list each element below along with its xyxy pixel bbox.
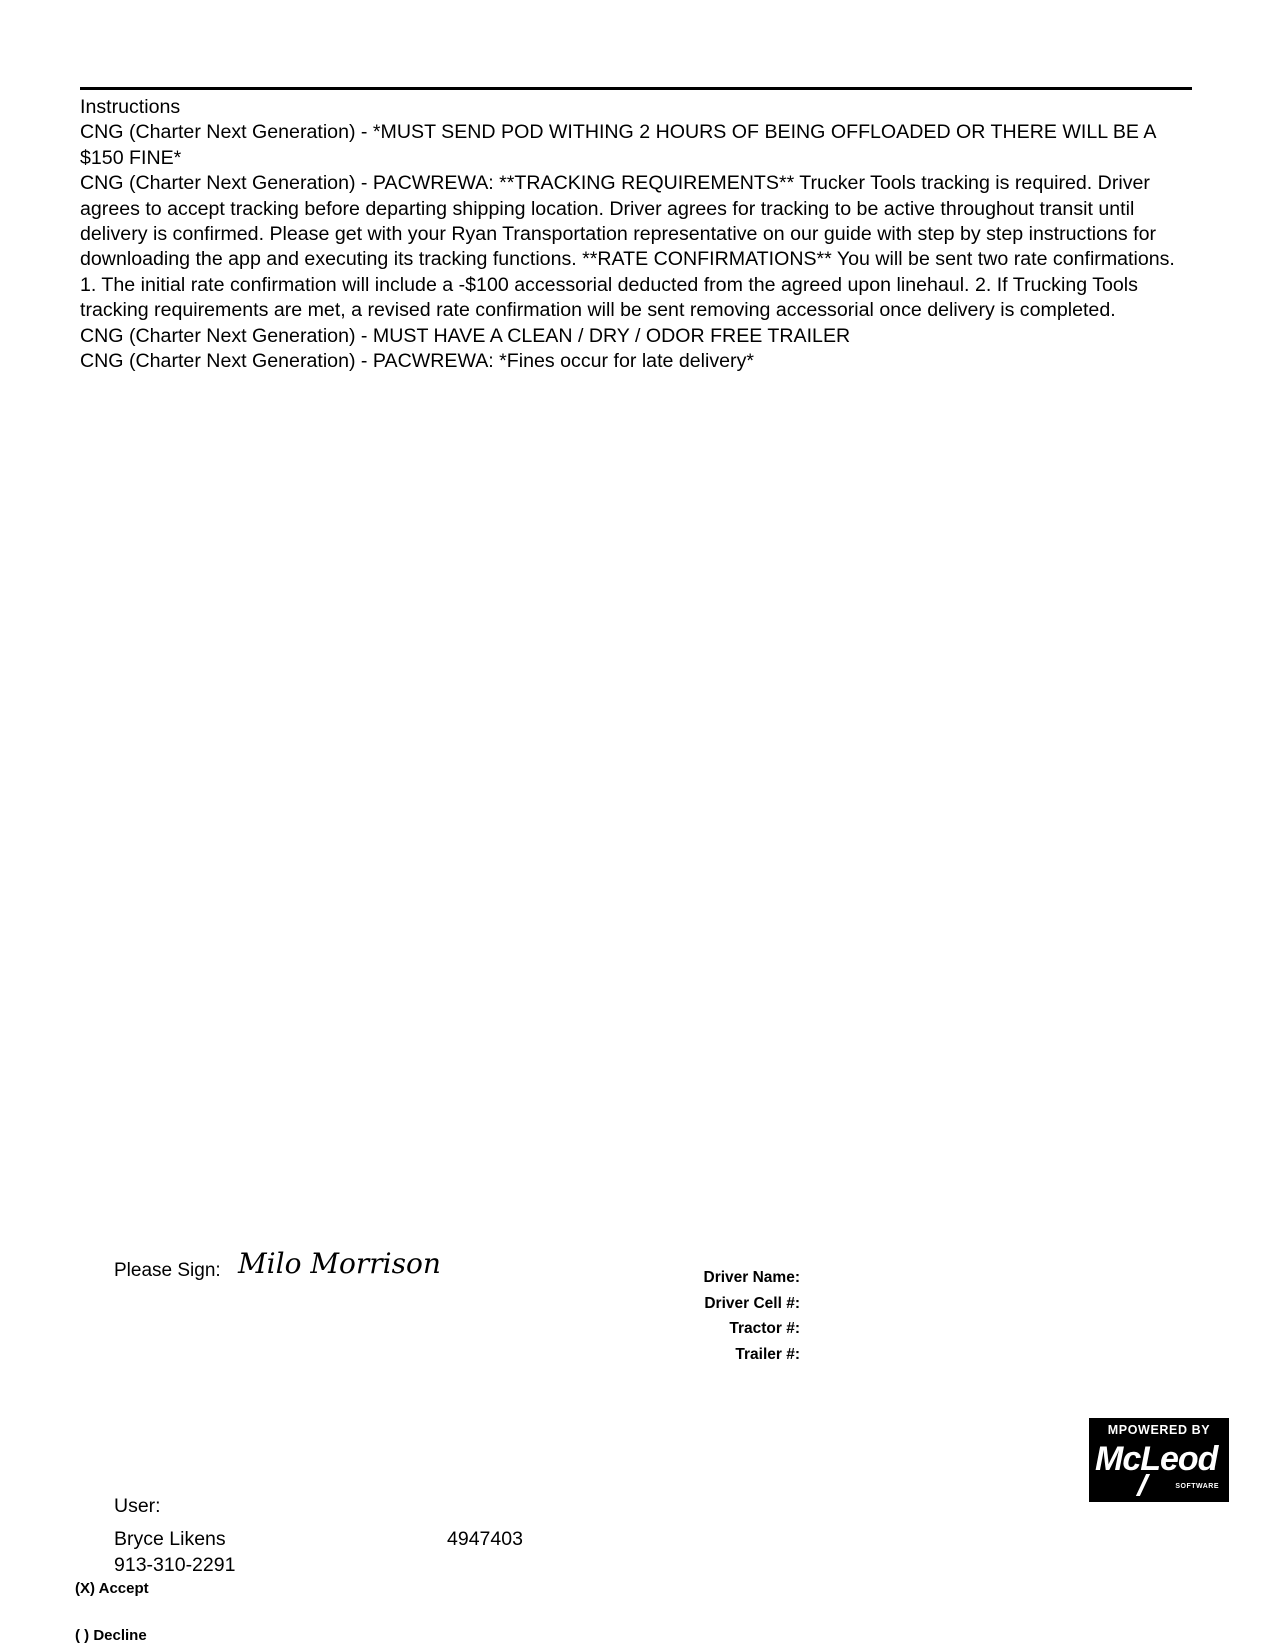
tractor-label: Tractor #: — [729, 1320, 800, 1337]
user-label: User: — [114, 1495, 161, 1517]
driver-fields — [640, 1265, 800, 1367]
instructions-block — [80, 95, 1195, 374]
user-name: Bryce Likens — [114, 1528, 226, 1550]
instruction-line: CNG (Charter Next Generation) - *MUST SEND POD WITHING 2 HOURS OF BEING OFFLOADED OR THERE WILL BE A $150 FINE* — [80, 121, 1156, 169]
instruction-line: CNG (Charter Next Generation) - MUST HAVE A CLEAN / DRY / ODOR FREE TRAILER — [80, 324, 851, 347]
instruction-line: CNG (Charter Next Generation) - PACWREWA: **TRACKING REQUIREMENTS** Trucker Tools tracking is required. Driver agrees to accept tracking before departing shipping location. Driver agrees for tracking to be active throughout transit until delivery is confirmed. Please get with your Ryan Transportation representative on our guide with step by step instructions for downloading the app and executing its tracking functions. **RATE CONFIRMATIONS** You will be sent two rate confirmations. 1. The initial rate confirmation will include a -$100 accessorial deducted from the agreed upon linehaul. 2. If Trucking Tools tracking requirements are met, a revised rate confirmation will be sent removing accessorial once delivery is completed. — [80, 172, 1175, 322]
instructions-heading: Instructions — [80, 96, 181, 118]
mcleod-logo — [1089, 1418, 1229, 1502]
driver-cell-label: Driver Cell #: — [704, 1294, 800, 1312]
order-number: 4947403 — [447, 1528, 523, 1550]
trailer-label: Trailer #: — [735, 1345, 800, 1363]
user-phone: 913-310-2291 — [114, 1554, 236, 1576]
logo-top-text: MPOWERED BY — [1107, 1423, 1211, 1437]
instruction-line: CNG (Charter Next Generation) - PACWREWA: *Fines occur for late delivery* — [80, 350, 754, 373]
accept-option: (X) Accept — [75, 1580, 149, 1597]
logo-sub-text: SOFTWARE — [1175, 1483, 1219, 1490]
header-rule — [80, 87, 1192, 90]
signature: Milo Morrison — [238, 1247, 441, 1280]
driver-name-label: Driver Name: — [703, 1269, 800, 1286]
sign-label: Please Sign: — [114, 1260, 221, 1281]
logo-brand: McLeod — [1095, 1440, 1218, 1478]
decline-option: ( ) Decline — [75, 1627, 147, 1644]
